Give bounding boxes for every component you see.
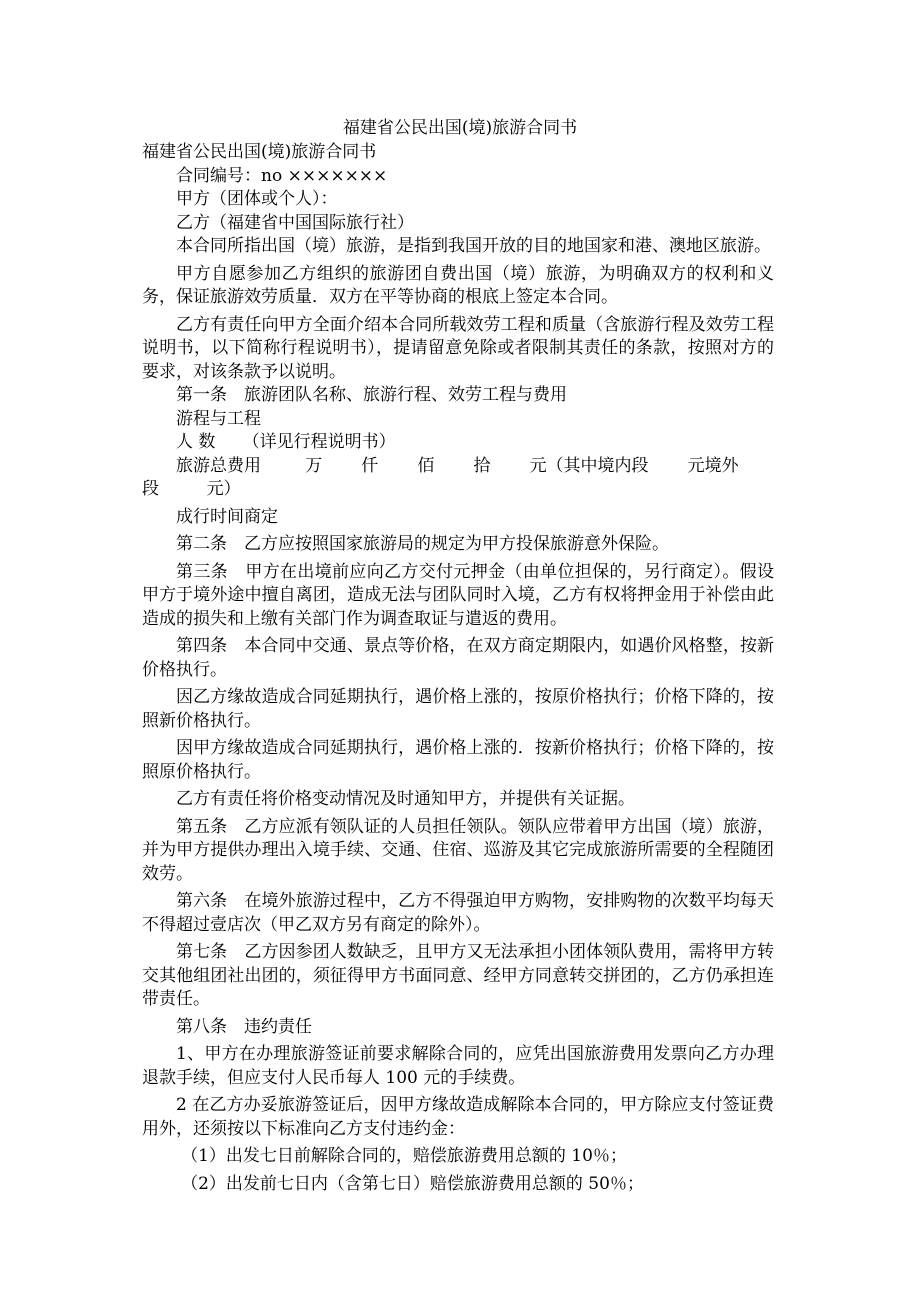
- article-5: 第五条 乙方应派有领队证的人员担任领队。领队应带着甲方出国（境）旅游，并为甲方提供办理出入境手续、交通、住宿、巡游及其它完成旅游所需要的全程随团效劳。: [142, 816, 774, 884]
- fee-unit-bai: 佰: [417, 455, 435, 476]
- fee-duan: 段: [142, 479, 159, 499]
- article-4-b: 因乙方缘故造成合同延期执行，遇价格上涨的，按原价格执行；价格下降的，按照新价格执行。: [142, 687, 774, 731]
- contract-number: 合同编号：no ×××××××: [176, 165, 388, 186]
- article-8-clause-2-1: （1）出发七日前解除合同的，赔偿旅游费用总额的 10％；: [181, 1146, 627, 1166]
- article-1-itinerary: 游程与工程: [176, 408, 261, 429]
- fee-label: 旅游总费用: [176, 455, 261, 476]
- people-note: （详见行程说明书）: [242, 432, 396, 452]
- fee-unit-qian: 仟: [361, 455, 379, 476]
- fee-line-2: [142, 478, 774, 502]
- article-6: 第六条 在境外旅游过程中，乙方不得强迫甲方购物，安排购物的次数平均每天不得超过壹店次（甲乙双方另有商定的除外）。: [142, 891, 774, 935]
- party-b: 乙方（福建省中国国际旅行社）: [176, 212, 414, 233]
- article-1-people: [142, 431, 774, 455]
- article-8-clause-1: 1、甲方在办理旅游签证前要求解除合同的，应凭出国旅游费用发票向乙方办理退款手续，但应支付人民币每人 100 元的手续费。: [142, 1044, 774, 1088]
- article-3: 第三条 甲方在出境前应向乙方交付元押金（由单位担保的，另行商定）。假设甲方于境外途中擅自离团，造成无法与团队同时入境，乙方有权将押金用于补偿由此造成的损失和上缴有关部门作为调查取证与遣返的费用。: [142, 561, 774, 629]
- party-a: 甲方（团体或个人）：: [176, 189, 338, 209]
- article-1-title: 第一条 旅游团队名称、旅游行程、效劳工程与费用: [176, 385, 567, 405]
- article-8-clause-2: 2 在乙方办妥旅游签证后，因甲方缘故造成解除本合同的，甲方除应支付签证费用外，还须按以下标准向乙方支付违约金：: [142, 1095, 774, 1139]
- article-7: 第七条 乙方因参团人数缺乏，且甲方又无法承担小团体领队费用，需将甲方转交其他组团社出团的，须征得甲方书面同意、经甲方同意转交拼团的，乙方仍承担连带责任。: [142, 942, 774, 1009]
- fee-unit-shi: 拾: [473, 455, 491, 476]
- article-1-time: 成行时间商定: [176, 506, 278, 527]
- paragraph-voluntary: 甲方自愿参加乙方组织的旅游团自费出国（境）旅游，为明确双方的权利和义务，保证旅游效劳质量．双方在平等协商的根底上签定本合同。: [142, 263, 774, 307]
- document-body: [142, 141, 774, 1196]
- article-8-title: 第八条 违约责任: [176, 1016, 312, 1037]
- article-4: 第四条 本合同中交通、景点等价格，在双方商定期限内，如遇价风格整，按新价格执行。: [142, 636, 774, 680]
- fee-unit-wan: 万: [305, 455, 323, 476]
- document-title: 福建省公民出国(境)旅游合同书: [342, 118, 578, 138]
- fee-line: [142, 455, 774, 479]
- paragraph-definition: 本合同所指出国（境）旅游，是指到我国开放的目的地国家和港、澳地区旅游。: [176, 236, 771, 256]
- people-label: 人 数: [176, 432, 216, 452]
- header-repeat: 福建省公民出国(境)旅游合同书: [142, 142, 377, 162]
- fee-yuan-close: 元）: [206, 479, 241, 499]
- article-8-clause-2-2: （2）出发前七日内（含第七日）赔偿旅游费用总额的 50％；: [181, 1173, 644, 1194]
- article-4-a: 因甲方缘故造成合同延期执行，遇价格上涨的．按新价格执行；价格下降的，按照原价格执行。: [142, 738, 774, 782]
- fee-unit-outside: 元境外: [687, 455, 739, 476]
- article-4-notify: 乙方有责任将价格变动情况及时通知甲方，并提供有关证据。: [176, 789, 635, 809]
- fee-unit-yuan-note: 元（其中境内段: [529, 455, 649, 476]
- article-2: 第二条 乙方应按照国家旅游局的规定为甲方投保旅游意外保险。: [176, 534, 669, 554]
- paragraph-duty: 乙方有责任向甲方全面介绍本合同所载效劳工程和质量（含旅游行程及效劳工程说明书，以下简称行程说明书），提请留意免除或者限制其责任的条款，按照对方的要求，对该条款予以说明。: [142, 314, 774, 382]
